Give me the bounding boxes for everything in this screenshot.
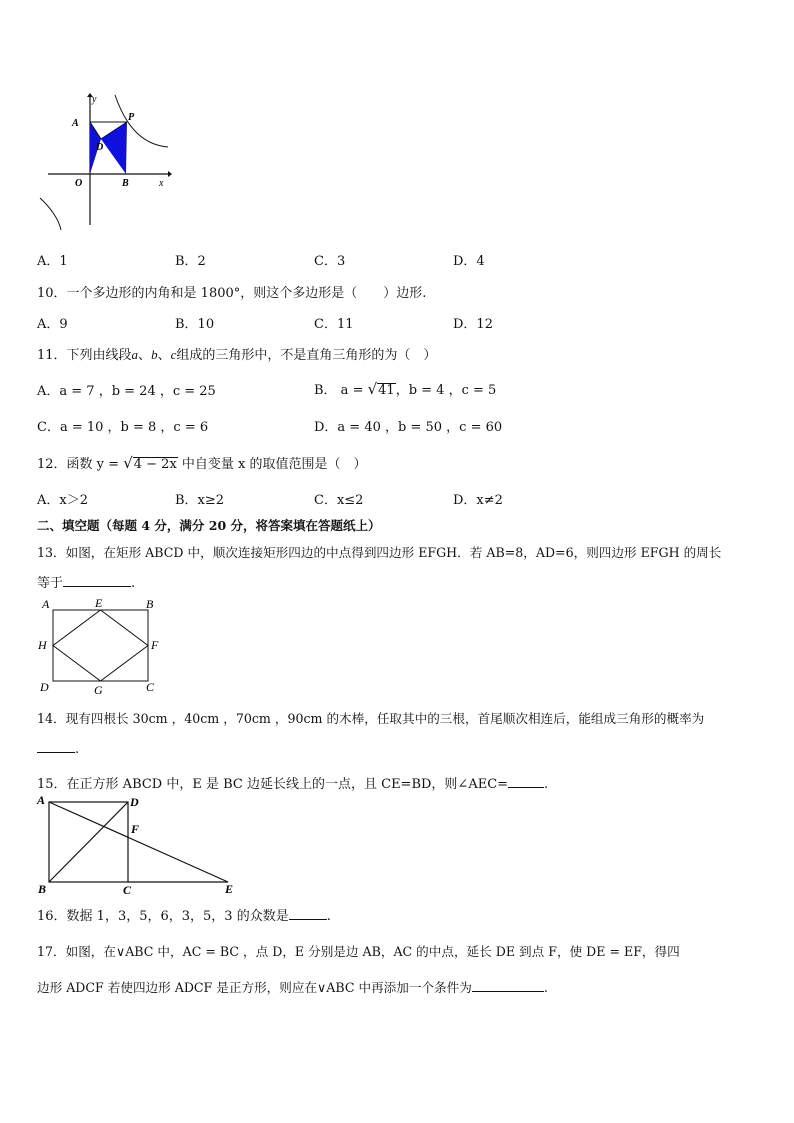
- q13-end: .: [131, 576, 136, 591]
- q11-option-b-radicand: 41: [378, 383, 395, 398]
- q17-end: .: [543, 980, 548, 995]
- q11-var-a: a: [131, 347, 139, 362]
- q10-option-d: D．12: [453, 317, 493, 332]
- q12-stem-pre: 12．函数 y =: [37, 457, 124, 472]
- q17-line2-text: 边形 ADCF 若使四边形 ADCF 是正方形，则应在∨ABC 中再添加一个条件为: [37, 980, 472, 995]
- q14-line1: 14．现有四根长 30cm ，40cm ，70cm ，90cm 的木棒，任取其中的三根，首尾顺次相连后，能组成三角形的概率为: [37, 711, 705, 726]
- q14-line2: [37, 740, 79, 757]
- quadrilateral-efgh: [53, 610, 148, 681]
- triangle-pbd: [101, 122, 127, 174]
- q9-option-d: D．4: [453, 254, 485, 269]
- q16-stem-text: 16．数据 1，3，5，6，3，5，3 的众数是: [37, 909, 289, 924]
- label-b: B: [146, 597, 154, 611]
- label-a: A: [42, 597, 50, 611]
- q15-figure: [35, 792, 245, 896]
- q11-stem: [37, 344, 436, 363]
- label-g: G: [94, 683, 103, 697]
- q16-answer-blank[interactable]: [289, 907, 327, 920]
- q11-option-b-pre: B． a =: [314, 383, 368, 398]
- label-e: E: [95, 596, 103, 610]
- q12-radicand: 4 − 2x: [133, 457, 177, 472]
- label-b: B: [38, 882, 47, 896]
- q13-figure: [35, 594, 165, 698]
- label-a: A: [72, 118, 79, 129]
- q9-figure: [35, 90, 175, 255]
- q15-stem-text: 15．在正方形 ABCD 中，E 是 BC 边延长线上的一点，且 CE=BD，则∠AEC=: [37, 777, 509, 792]
- hyperbola-branch-left: [40, 198, 61, 230]
- label-b: B: [122, 178, 129, 189]
- q16-end: .: [326, 909, 331, 924]
- label-a: A: [37, 793, 46, 807]
- q13-line1: 13．如图，在矩形 ABCD 中，顺次连接矩形四边的中点得到四边形 EFGH．若 AB=8，AD=6，则四边形 EFGH 的周长: [37, 545, 722, 560]
- q10-option-c: C．11: [314, 317, 354, 332]
- q9-option-a: A．1: [37, 254, 68, 269]
- q13-answer-blank[interactable]: [63, 574, 131, 587]
- label-y: y: [92, 94, 97, 105]
- label-d: D: [96, 142, 104, 153]
- label-p: P: [128, 112, 135, 123]
- q11-option-d: D．a = 40 ，b = 50 ，c = 60: [314, 420, 503, 435]
- q11-option-a: A．a = 7 ，b = 24 ，c = 25: [37, 384, 216, 399]
- label-e: E: [225, 882, 234, 896]
- q11-var-c: c: [170, 347, 177, 362]
- x-axis-arrow: [168, 171, 172, 177]
- label-o: O: [75, 178, 83, 189]
- q17-line2: [37, 977, 548, 996]
- label-h: H: [38, 638, 47, 652]
- q12-option-c: C．x≤2: [314, 493, 364, 508]
- q14-end: .: [75, 742, 80, 757]
- diagonal-bd: [49, 802, 128, 882]
- q14-answer-blank[interactable]: [37, 740, 75, 753]
- label-c: C: [123, 883, 132, 896]
- label-f: F: [151, 638, 159, 652]
- label-f: F: [131, 822, 140, 836]
- q11-sep2: 、: [157, 348, 171, 363]
- q12-stem: 12．函数 y = √4 − 2x 中自变量 x 的取值范围是（ ）: [37, 454, 367, 472]
- q15-stem: [37, 773, 548, 792]
- q17-line1: 17．如图，在∨ABC 中，AC = BC ，点 D，E 分别是边 AB，AC 的中点，延长 DE 到点 F，使 DE = EF，得四: [37, 944, 680, 959]
- q17-answer-blank[interactable]: [472, 979, 544, 992]
- q10-option-b: B．10: [175, 317, 215, 332]
- q9-option-b: B．2: [175, 254, 206, 269]
- q11-option-b: B． a = √41，b = 4 ，c = 5: [314, 380, 497, 398]
- segment-ae: [49, 802, 228, 882]
- q15-end: .: [544, 777, 549, 792]
- label-c: C: [146, 680, 155, 694]
- q12-option-a: A．x＞2: [37, 493, 88, 508]
- rectangle-abcd: [53, 610, 148, 681]
- q13-line2-text: 等于: [37, 576, 64, 591]
- q11-stem-pre: 11．下列由线段: [37, 348, 132, 363]
- q11-option-b-post: ，b = 4 ，c = 5: [395, 383, 497, 398]
- label-x: x: [159, 178, 164, 189]
- q12-option-d: D．x≠2: [453, 493, 503, 508]
- q11-sep1: 、: [138, 348, 152, 363]
- q16-stem: [37, 905, 331, 924]
- q12-stem-post: 中自变量 x 的取值范围是（ ）: [177, 457, 367, 472]
- q9-option-c: C．3: [314, 254, 346, 269]
- q11-option-c: C．a = 10 ，b = 8 ，c = 6: [37, 420, 209, 435]
- q11-var-b: b: [151, 347, 158, 362]
- q11-stem-post: 组成的三角形中，不是直角三角形的为（ ）: [176, 348, 437, 363]
- q15-answer-blank[interactable]: [508, 775, 544, 788]
- q12-option-b: B．x≥2: [175, 493, 225, 508]
- label-d: D: [130, 795, 139, 809]
- q10-stem: 10．一个多边形的内角和是 1800°，则这个多边形是（ ）边形.: [37, 286, 427, 301]
- section-2-heading: 二、填空题（每题 4 分，满分 20 分，将答案填在答题纸上）: [37, 518, 381, 533]
- q13-line2: [37, 572, 135, 591]
- q10-option-a: A．9: [37, 317, 68, 332]
- label-d: D: [40, 680, 49, 694]
